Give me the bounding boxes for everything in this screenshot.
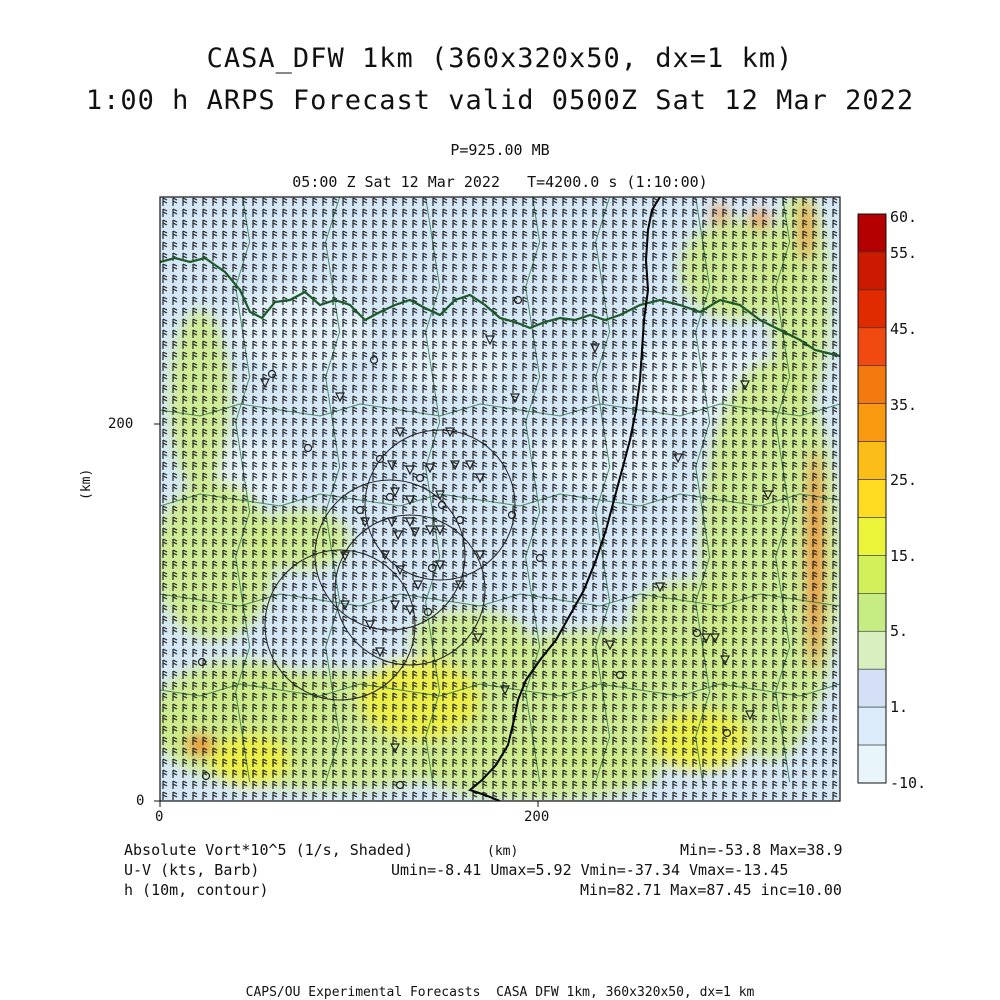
valid-time-subtitle: 05:00 Z Sat 12 Mar 2022 T=4200.0 s (1:10:00) <box>292 173 708 191</box>
title-line-1: CASA_DFW 1km (360x320x50, dx=1 km) <box>206 43 794 74</box>
colorbar-label: 55. <box>890 244 918 262</box>
colorbar-segment <box>858 442 886 480</box>
y-axis-label: (km) <box>79 468 94 500</box>
field1-stats: Min=-53.8 Max=38.9 <box>680 841 843 859</box>
field2-stats: Umin=-8.41 Umax=5.92 Vmin=-37.34 Vmax=-13.45 <box>391 861 789 879</box>
colorbar-segment <box>858 290 886 328</box>
field3-label: h (10m, contour) <box>124 881 269 899</box>
colorbar-segment <box>858 555 886 593</box>
colorbar-segment <box>858 214 886 252</box>
colorbar-segment <box>858 707 886 745</box>
map-panel <box>150 190 840 801</box>
colorbar-segment <box>858 593 886 631</box>
field1-label: Absolute Vort*10^5 (1/s, Shaded) <box>124 841 413 859</box>
colorbar-segment <box>858 480 886 518</box>
footer-credit: CAPS/OU Experimental Forecasts CASA DFW 1km, 360x320x50, dx=1 km <box>245 985 755 1000</box>
y-tick-0: 0 <box>136 793 145 809</box>
wind-barbs <box>160 197 840 801</box>
colorbar-segment <box>858 745 886 783</box>
y-tick-200: 200 <box>108 416 134 432</box>
colorbar-segment <box>858 517 886 555</box>
colorbar-segment <box>858 669 886 707</box>
colorbar-segment <box>858 366 886 404</box>
colorbar-label: 15. <box>890 547 918 565</box>
field2-label: U-V (kts, Barb) <box>124 861 260 879</box>
colorbar-segment <box>858 252 886 290</box>
field3-stats: Min=82.71 Max=87.45 inc=10.00 <box>580 881 842 899</box>
colorbar-segment <box>858 631 886 669</box>
colorbar-label: 1. <box>890 698 909 716</box>
colorbar-label: -10. <box>890 774 927 792</box>
pressure-level-label: P=925.00 MB <box>450 141 550 159</box>
colorbar-label: 35. <box>890 396 918 414</box>
x-tick-200: 200 <box>524 809 550 825</box>
colorbar-label: 60. <box>890 208 918 226</box>
colorbar-label: 45. <box>890 320 918 338</box>
colorbar-segment <box>858 328 886 366</box>
colorbar-segment <box>858 404 886 442</box>
colorbar-label: 5. <box>890 622 909 640</box>
colorbar <box>858 214 886 783</box>
title-line-2: 1:00 h ARPS Forecast valid 0500Z Sat 12 Mar 2022 <box>85 85 915 116</box>
x-tick-0: 0 <box>155 809 164 825</box>
x-axis-label: (km) <box>487 844 519 859</box>
colorbar-label: 25. <box>890 471 918 489</box>
